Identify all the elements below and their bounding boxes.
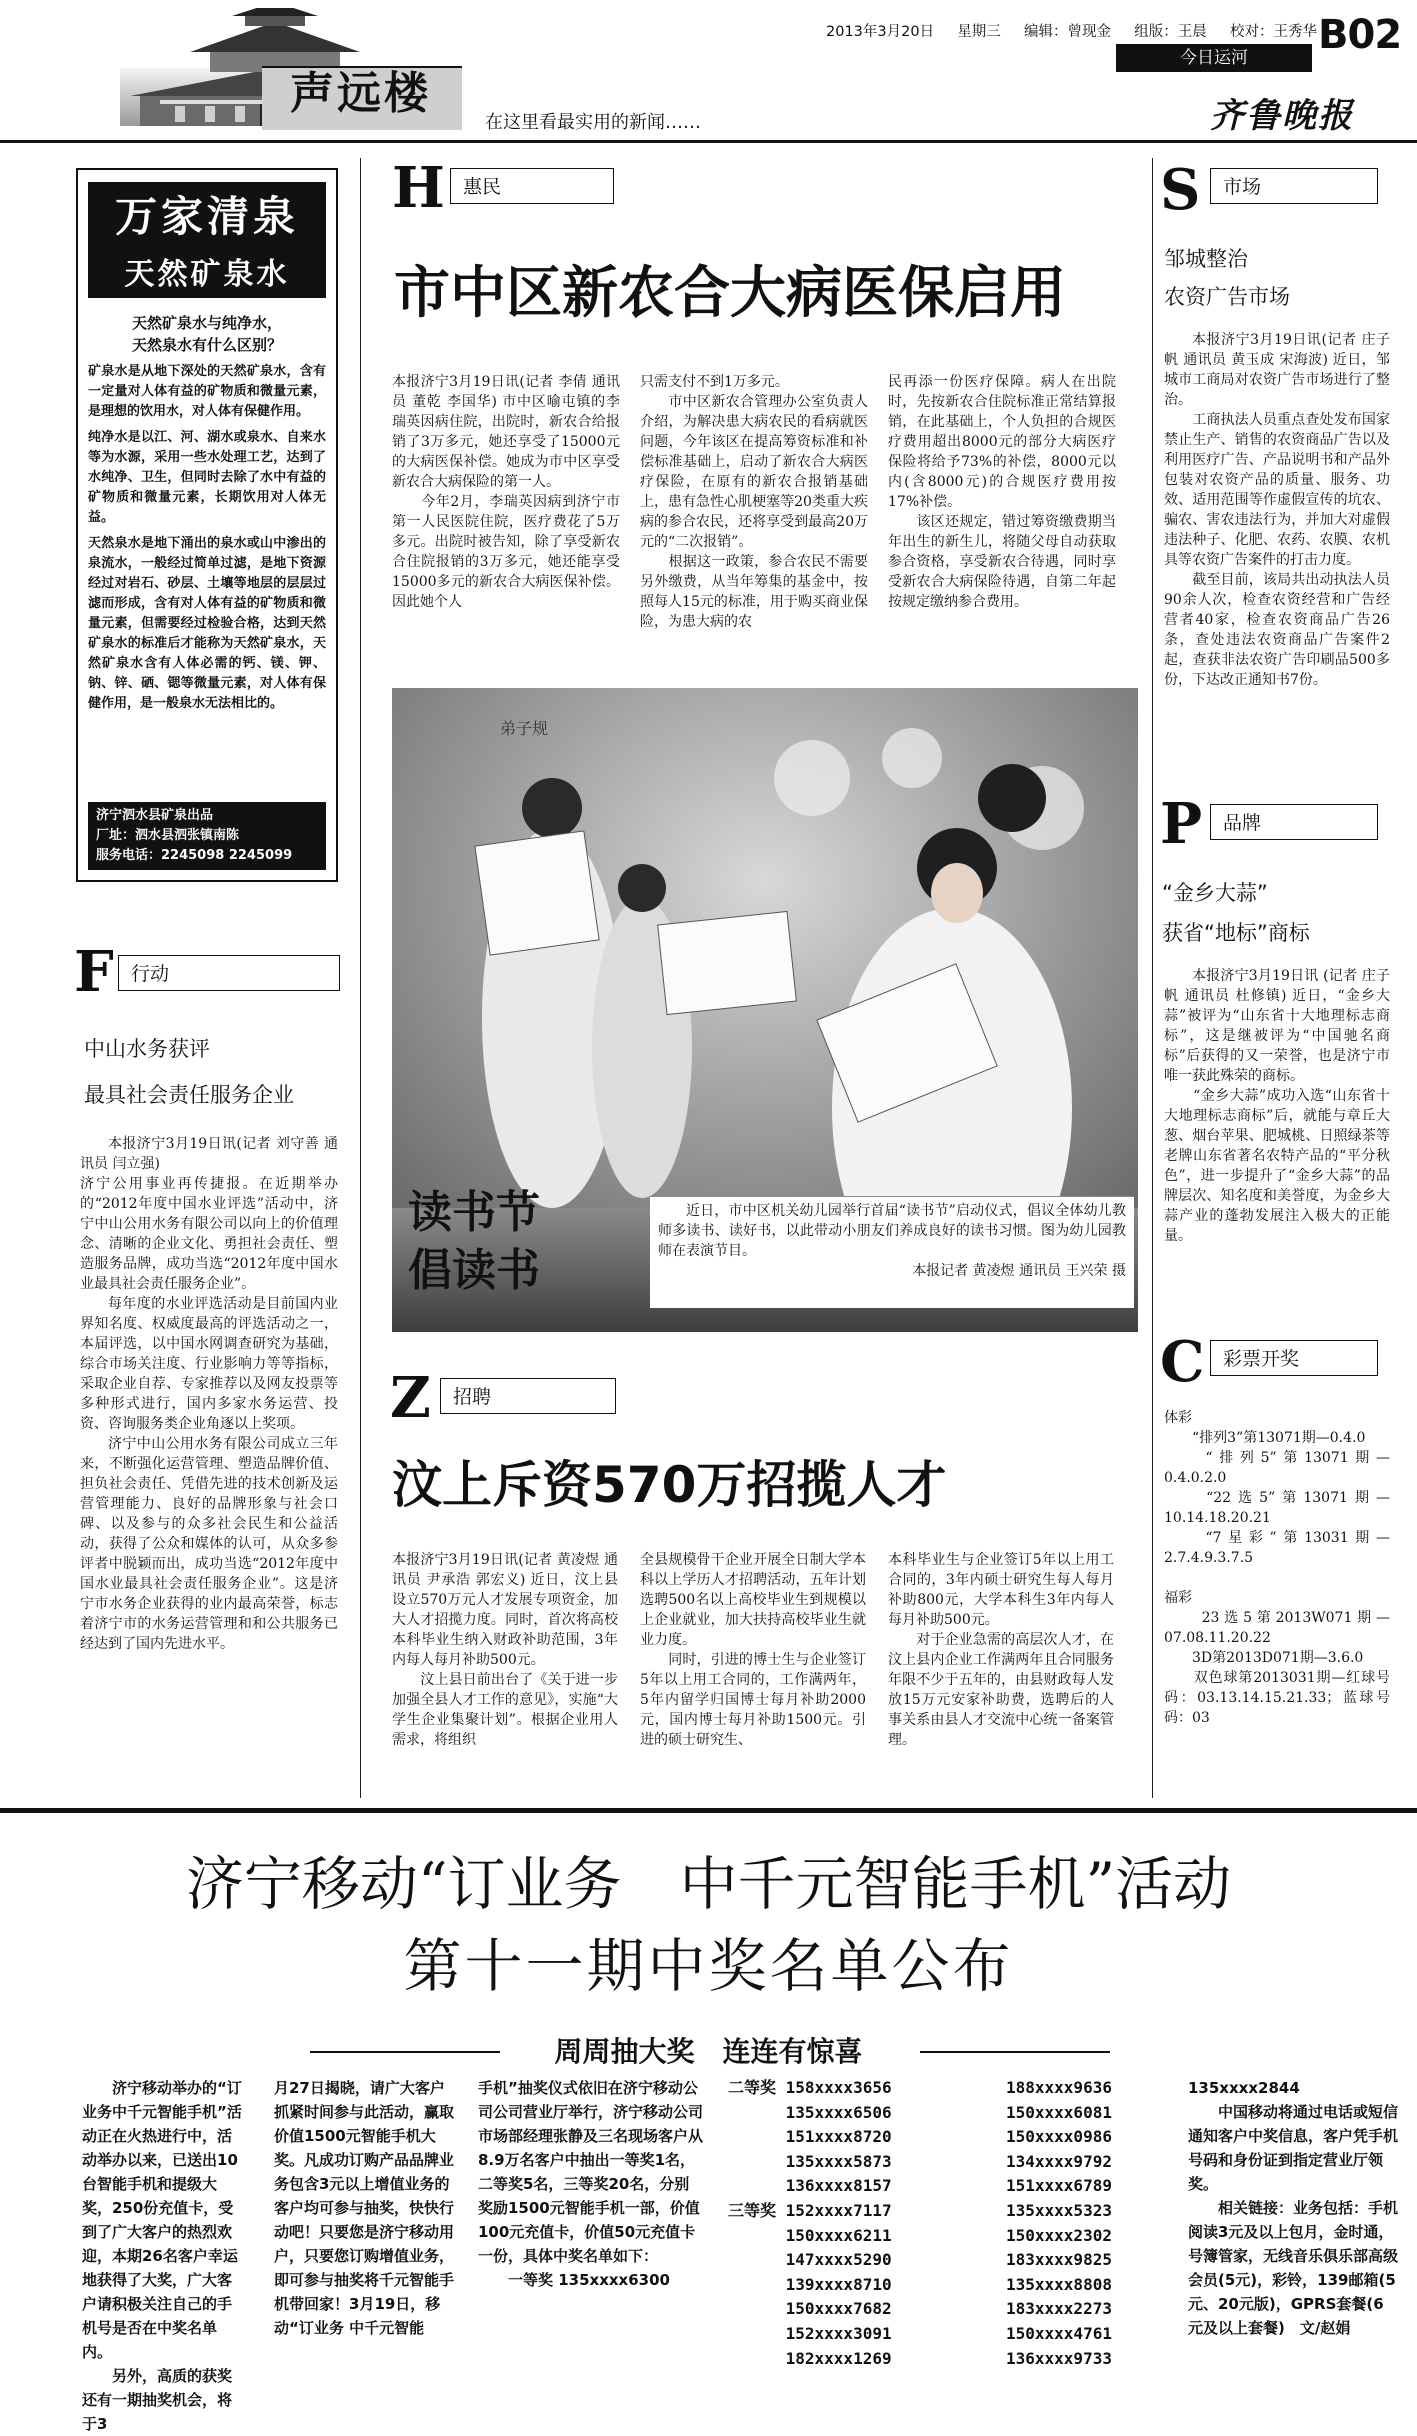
- section-p-tag: 品牌: [1210, 804, 1378, 840]
- section-h-col-1: 本报济宁3月19日讯(记者 李倩 通讯员 董乾 李国华) 市中区喻屯镇的李瑞英因病住院，出院时，新农合给报销了3万多元，她还享受了15000元的大病医保补偿。她成为市中区享受新农合大病保险的第一人。 今年2月，李瑞英因病到济宁市第一人民医院住院，医疗费花了5万多元。出院时被告知，除了享受新农合住院报销的3万多元，她还能享受15000多元的新农合大病医保补偿。因此她个人: [392, 374, 620, 610]
- winner-number: 136xxxx9733: [1006, 2348, 1112, 2368]
- photo-overlay-line-2: 倡读书: [408, 1245, 540, 1296]
- ad-paragraph-1: 矿泉水是从地下深处的天然矿泉水，含有一定量对人体有益的矿物质和微量元素，是理想的饮用水，对人体有保健作用。: [88, 364, 326, 419]
- section-s-title-2: 农资广告市场: [1164, 285, 1290, 309]
- ad-paragraph-3: 天然泉水是地下涌出的泉水或山中渗出的泉流水，一般经过简单过滤，是地下资源经过对岩石、砂层、土壤等地层的层层过滤而形成，含有对人体有益的矿物质和微量元素，但需要经过检验合格，达到天然矿泉水的标准后才能称为天然矿泉水，天然矿泉水含有人体必需的钙、镁、钾、钠、锌、硒、锶等微量元素，对人体有保健作用，是一般泉水无法相比的。: [88, 536, 326, 711]
- issue-weekday: 星期三: [957, 24, 1001, 40]
- section-f-para-2: 每年度的水业评选活动是目前国内业界知名度、权威度最高的评选活动之一，本届评选，以中国水网调查研究为基础，综合市场关注度、行业影响力等等指标，采取企业自荐、专家推荐以及网友投票等多种形式进行，国内多家水务运营、投资、咨询服务类企业角逐以上奖项。: [80, 1296, 338, 1432]
- winner-number: 150xxxx7682: [728, 2299, 892, 2319]
- section-f-body: [80, 1134, 338, 1654]
- winner-number: 150xxxx6081: [1006, 2102, 1112, 2122]
- section-h-tag: 惠民: [450, 168, 614, 204]
- mobile-col-3: 手机”抽奖仪式依旧在济宁移动公司公司营业厅举行，济宁移动公司市场部经理张静及三名现场客户从8.9万名客户中抽出一等奖1名，二等奖5名，三等奖20名，分别奖励1500元智能手机一部，价值100元充值卡，价值50元充值卡一份，具体中奖名单如下： 一等奖 135xxxx6300: [478, 2079, 704, 2289]
- ad-question: 天然矿泉水与纯净水， 天然泉水有什么区别？: [131, 314, 282, 354]
- ad-footer-address: 厂址：泗水县泗张镇南陈: [96, 828, 240, 843]
- column-divider-left: [360, 158, 361, 1798]
- section-h-col-2: 只需支付不到1万多元。 市中区新农合管理办公室负责人介绍，为解决患大病农民的看病就医问题，今年该区在提高筹资标准和补偿标准基础上，启动了新农合大病医疗保险，在原有的新农合报销基础上，患有急性心肌梗塞等20类重大疾病的参合农民，还将享受到最高20万元的“二次报销”。 根据这一政策，参合农民不需要另外缴费，从当年筹集的基金中，按照每人15元的标准，用于购买商业保险，为患大病的农: [640, 374, 868, 630]
- photo-caption: 近日，市中区机关幼儿园举行首届“读书节”启动仪式，倡议全体幼儿教师多读书、读好书，以此带动小朋友们养成良好的读书习惯。图为幼儿园教师在表演节目。: [658, 1203, 1126, 1259]
- section-s-tag: 市场: [1210, 168, 1378, 204]
- section-f-title-1: 中山水务获评: [84, 1037, 210, 1061]
- layout-editor: 组版：王晨: [1134, 24, 1207, 40]
- winner-number: 136xxxx8157: [728, 2176, 892, 2196]
- section-p-title-1: “金乡大蒜”: [1162, 881, 1268, 905]
- section-p-title-2: 获省“地标”商标: [1162, 921, 1310, 945]
- section-h-col-3: 民再添一份医疗保障。病人在出院时，先按新农合住院标准正常结算报销，在此基础上，个人负担的合规医疗费用超出8000元的部分大病医疗保险将给予73%的补偿，8000元以内(含8000元)的合规医疗费用按17%补偿。 该区还规定，错过筹资缴费期当年出生的新生儿，将随父母自动获取参合资格，享受新农合待遇，同时享受新农合大病保险待遇，自第二年起按规定缴纳参合费用。: [888, 374, 1116, 610]
- photo-overlay-line-1: 读书节: [408, 1187, 540, 1238]
- section-z-col-2: 全县规模骨干企业开展全日制大学本科以上学历人才招聘活动，五年计划选聘500名以上高校毕业生到规模以上企业就业，加大扶持高校毕业生就业力度。 同时，引进的博士生与企业签订5年以上用工合同的，工作满两年，5年内留学归国博士每月补助2000元，国内博士每月补助1500元。引进的硕士研究生、: [640, 1552, 866, 1748]
- section-f-para-1: 济宁公用事业再传捷报。在近期举办的“2012年度中国水业评选”活动中，济宁中山公用水务有限公司以向上的价值理念、清晰的企业文化、勇担社会责任、塑造服务品牌，成功当选“2012年度中国水业最具社会责任服务企业”。: [80, 1176, 338, 1292]
- proofreader: 校对：王秀华: [1229, 24, 1317, 40]
- winner-number: 151xxxx6789: [1006, 2176, 1112, 2196]
- banner-rule-right: [920, 2051, 1110, 2053]
- section-h-headline: 市中区新农合大病医保启用: [394, 261, 1066, 326]
- winner-number: 152xxxx3091: [728, 2323, 892, 2343]
- winner-number: 三等奖 152xxxx7117: [728, 2200, 892, 2220]
- page-number: B02: [1318, 12, 1402, 58]
- column-slogan: 在这里看最实用的新闻……: [485, 112, 701, 133]
- mobile-col-2: 月27日揭晓，请广大客户抓紧时间参与此活动，赢取价值1500元智能手机大奖。凡成功订购产品品牌业务包含3元以上增值业务的客户均可参与抽奖，快快行动吧！只要您是济宁移动用户，只要您订购增值业务，即可参与抽奖将千元智能手机带回家！3月19日，移动“订业务 中千元智能: [274, 2079, 455, 2337]
- photo-book-label: 弟子规: [500, 719, 549, 738]
- section-s-letter: S: [1160, 157, 1201, 223]
- winner-number: 183xxxx9825: [1006, 2250, 1112, 2270]
- winner-number: 182xxxx1269: [728, 2348, 892, 2368]
- issue-date: 2013年3月20日: [826, 24, 935, 40]
- header-rule: [0, 140, 1417, 143]
- winner-number: 183xxxx2273: [1006, 2299, 1112, 2319]
- section-c-letter: C: [1160, 1329, 1205, 1395]
- section-p-body: 本报济宁3月19日讯 (记者 庄子帆 通讯员 杜修镇) 近日，“金乡大蒜”被评为“山东省十大地理标志商标”，这是继被评为“中国驰名商标”后获得的又一荣誉，也是济宁市唯一获此殊荣的商标。 “金乡大蒜”成功入选“山东省十大地理标志商标”后，就能与章丘大葱、烟台苹果、肥城桃、日照绿茶等老牌山东省著名农特产品的“平分秋色”，进一步提升了“金乡大蒜”的品牌层次、知名度和美誉度，为金乡大蒜产业的蓬勃发展注入极大的正能量。: [1164, 968, 1390, 1244]
- winner-number: 二等奖 158xxxx3656: [728, 2078, 892, 2097]
- column-divider-right: [1152, 158, 1153, 1798]
- section-c-body: 体彩 “排列3”第13071期—0.4.0 “排列5”第13071期—0.4.0.2.0 “22选5”第13071期—10.14.18.20.21 “7星彩”第13031期—2.7.4.9.3.7.5 福彩 23选5第2013W071期—07.08.11.20.22 3D第2013D071期—3.6.0 双色球第2013031期—红球号码：03.13.14.15.21.33；蓝球号码：03: [1164, 1410, 1390, 1726]
- winner-number: 151xxxx8720: [728, 2127, 892, 2147]
- winner-number: 135xxxx6506: [728, 2102, 892, 2122]
- winner-number: 134xxxx9792: [1006, 2151, 1112, 2171]
- ad-footer: [88, 802, 326, 870]
- winner-number: 139xxxx8710: [728, 2274, 892, 2294]
- photo-credit: 本报记者 黄凌煜 通讯员 王兴荣 摄: [912, 1263, 1126, 1279]
- winner-number: 150xxxx0986: [1006, 2127, 1112, 2147]
- section-f-tag: 行动: [118, 955, 340, 991]
- winner-number: 150xxxx4761: [1006, 2323, 1112, 2343]
- ad-subtitle: 天然矿泉水: [88, 252, 326, 298]
- column-title: 声远楼: [290, 68, 431, 119]
- section-c-tag: 彩票开奖: [1210, 1340, 1378, 1376]
- section-h-letter: H: [392, 155, 445, 221]
- winner-number: 147xxxx5290: [728, 2250, 892, 2270]
- section-f-letter: F: [74, 939, 114, 1005]
- section-z-letter: Z: [390, 1365, 431, 1431]
- section-z-col-3: 本科毕业生与企业签订5年以上用工合同的，3年内硕士研究生每人每月补助800元，大学本科生3年内每人每月补助500元。 对于企业急需的高层次人才，在汶上县内企业工作满两年且合同服务年限不少于五年的，由县财政每人发放15万元安家补助费，选聘后的人事关系由县人才交流中心统一备案管理。: [888, 1552, 1114, 1748]
- section-f-byline: 本报济宁3月19日讯(记者 刘守善 通讯员 闫立强): [80, 1136, 338, 1172]
- winner-number: 188xxxx9636: [1006, 2078, 1112, 2097]
- mobile-col-6: 135xxxx2844 中国移动将通过电话或短信通知客户中奖信息，客户凭手机号码和身份证到指定营业厅领奖。 相关链接：业务包括：手机阅读3元及以上包月，金时通，号簿管家，无线音乐俱乐部高级会员(5元)，彩铃，139邮箱(5元、20元版)，GPRS套餐(6元及以上套餐) 文/赵娟: [1188, 2079, 1399, 2337]
- section-f-para-3: 济宁中山公用水务有限公司成立三年来，不断强化运营管理、塑造品牌价值、担负社会责任、凭借先进的技术创新及运营管理能力、良好的品牌形象与社会口碑、以及参与的众多社会民生和公益活动，获得了公众和媒体的认可，从众多参评者中脱颖而出，成功当选“2012年度中国水业最具社会责任服务企业”。这是济宁市水务企业获得的业内最高荣誉，标志着济宁市的水务运营管理和和公共服务已经达到了国内先进水平。: [80, 1436, 338, 1652]
- section-s-body: 本报济宁3月19日讯(记者 庄子帆 通讯员 黄玉成 宋海波) 近日，邹城市工商局对农资广告市场进行了整治。 工商执法人员重点查处发布国家禁止生产、销售的农资商品广告以及利用医疗广告、产品说明书和产品外包装对农资产品的质量、服务、功效、适用范围等作虚假宣传的坑农、骗农、害农违法行为，并加大对虚假违法种子、化肥、农药、农膜、农机具等农资广告案件的打击力度。 截至目前，该局共出动执法人员90余人次，检查农资经营和广告经营者40家，检查农资商品广告26条，查处违法农资商品广告案件2起，查获非法农资广告印刷品500多份，下达改正通知书7份。: [1164, 332, 1390, 688]
- section-z-headline: 汶上斥资570万招揽人才: [392, 1456, 947, 1514]
- bottom-rule: [0, 1808, 1417, 1813]
- winner-number: 150xxxx2302: [1006, 2225, 1112, 2245]
- mobile-title-2: 第十一期中奖名单公布: [403, 1932, 1014, 2000]
- ad-brand: 万家清泉: [88, 182, 326, 252]
- section-z-tag: 招聘: [440, 1378, 616, 1414]
- header-meta: [826, 20, 1317, 41]
- ad-footer-maker: 济宁泗水县矿泉出品: [96, 808, 214, 823]
- winner-number: 150xxxx6211: [728, 2225, 892, 2245]
- ad-paragraph-2: 纯净水是以江、河、湖水或泉水、自来水等为水源，采用一些水处理工艺，达到了水纯净、卫生，但同时去除了水中有益的矿物质和微量元素，长期饮用对人体无益。: [88, 430, 326, 525]
- mobile-banner: [0, 2032, 1417, 2072]
- mobile-col-1: 济宁移动举办的“订业务中千元智能手机”活动正在火热进行中，活动举办以来，已送出10台智能手机和提级大奖，250份充值卡，受到了广大客户的热烈欢迎，本期26名客户幸运地获得了大奖，广大客户请积极关注自己的手机号是否在中奖名单内。 另外，高质的获奖还有一期抽奖机会，将于3: [82, 2079, 242, 2433]
- mineral-water-ad: [76, 168, 338, 882]
- section-p-letter: P: [1160, 791, 1203, 857]
- section-s-title-1: 邹城整治: [1164, 247, 1248, 271]
- editor: 编辑：曾现金: [1024, 24, 1112, 40]
- winner-number: 135xxxx5323: [1006, 2200, 1112, 2220]
- paper-logo: 齐鲁晚报: [1210, 96, 1354, 136]
- mobile-title-1: 济宁移动“订业务 中千元智能手机”活动: [185, 1850, 1232, 1918]
- winner-list-prizes: [728, 2076, 944, 2371]
- ad-footer-phone: 服务电话：2245098 2245099: [96, 848, 293, 863]
- photo-caption-box: [650, 1196, 1134, 1308]
- section-f-title-2: 最具社会责任服务企业: [84, 1083, 294, 1107]
- winner-number: 135xxxx5873: [728, 2151, 892, 2171]
- mobile-banner-text: 周周抽大奖 连连有惊喜: [554, 2035, 863, 2068]
- section-tag: 今日运河: [1116, 44, 1312, 72]
- winner-list-continued: [1006, 2076, 1156, 2371]
- winner-number: 135xxxx8808: [1006, 2274, 1112, 2294]
- section-z-col-1: 本报济宁3月19日讯(记者 黄凌煜 通讯员 尹承浩 郭宏义) 近日，汶上县设立570万元人才发展专项资金，加大人才招揽力度。同时，首次将高校本科毕业生纳入财政补助范围，3年内每人每月补助500元。 汶上县日前出台了《关于进一步加强全县人才工作的意见》，实施“大学生企业集聚计划”。根据企业用人需求，将组织: [392, 1552, 618, 1748]
